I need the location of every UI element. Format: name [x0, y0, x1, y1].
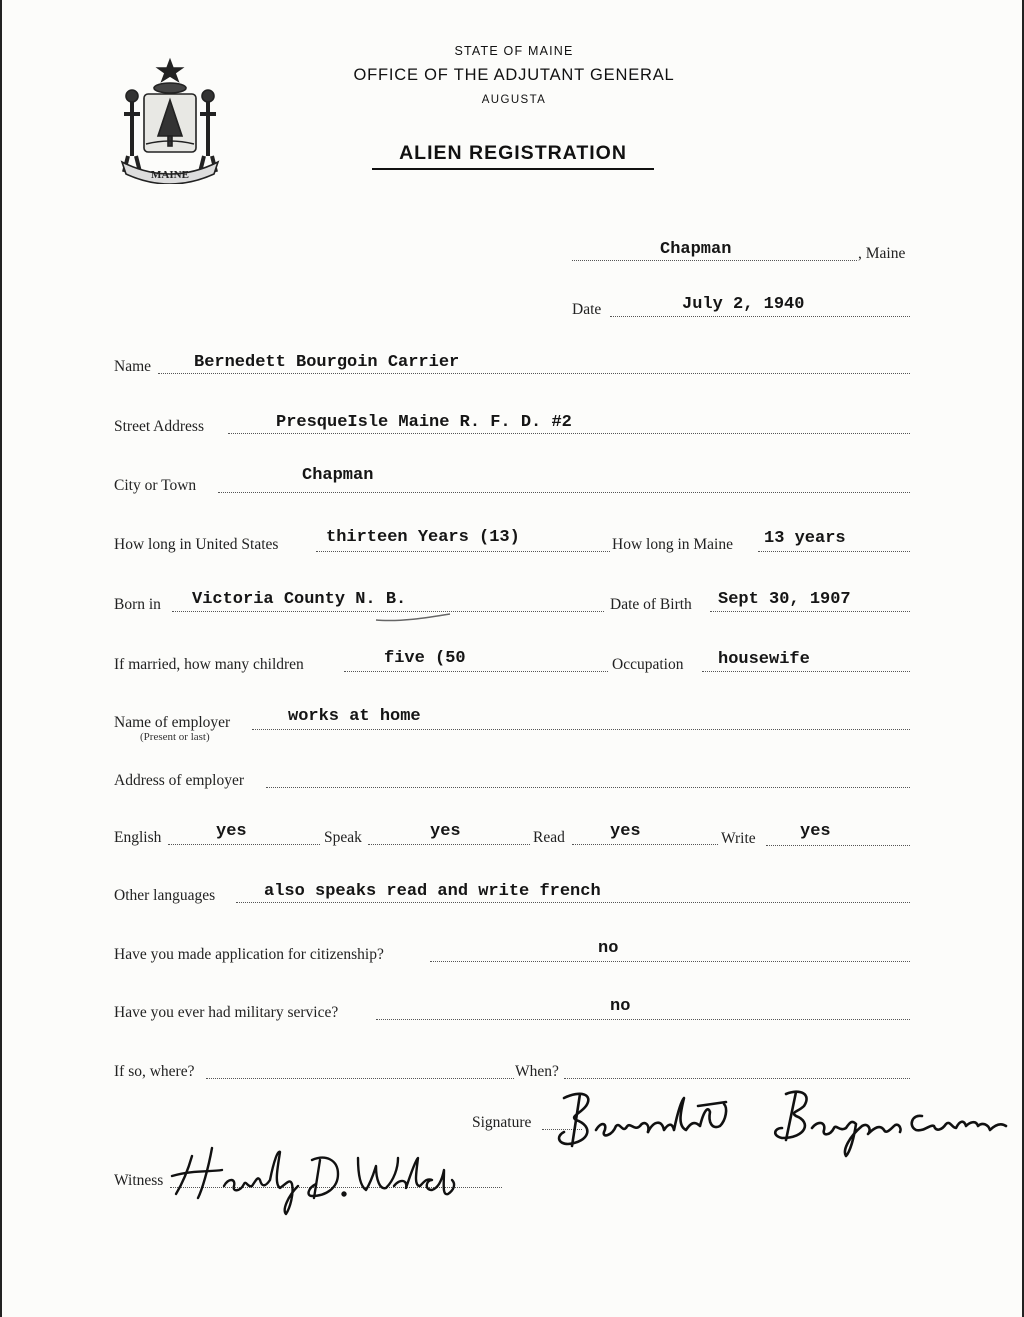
how-long-maine-value[interactable]: 13 years — [764, 529, 846, 548]
employer-name-value[interactable]: works at home — [288, 707, 421, 726]
where-dotted-line — [206, 1078, 514, 1079]
city-dotted-line — [218, 492, 910, 493]
how-long-us-value[interactable]: thirteen Years (13) — [326, 528, 520, 547]
where-label: If so, where? — [114, 1063, 195, 1080]
english-value[interactable]: yes — [216, 822, 247, 841]
born-in-value[interactable]: Victoria County N. B. — [192, 590, 407, 609]
citizenship-dotted-line — [430, 961, 910, 962]
place-dotted-line — [572, 260, 857, 261]
write-dotted-line — [766, 845, 910, 846]
how-long-maine-label: How long in Maine — [612, 536, 733, 553]
city-label: City or Town — [114, 477, 197, 494]
employer-name-dotted-line — [252, 729, 910, 730]
when-dotted-line — [564, 1078, 910, 1079]
street-address-dotted-line — [228, 433, 910, 434]
signature-label: Signature — [472, 1114, 532, 1131]
pencil-mark — [374, 612, 454, 626]
occupation-value[interactable]: housewife — [718, 650, 810, 669]
military-label: Have you ever had military service? — [114, 1004, 339, 1021]
citizenship-value[interactable]: no — [598, 939, 619, 958]
military-value[interactable]: no — [610, 997, 631, 1016]
citizenship-label: Have you made application for citizenship? — [114, 946, 384, 963]
employer-name-sublabel: (Present or last) — [140, 731, 210, 743]
english-label: English — [114, 829, 162, 846]
speak-label: Speak — [324, 829, 362, 846]
date-value[interactable]: July 2, 1940 — [682, 295, 805, 314]
english-dotted-line — [168, 844, 320, 845]
when-label: When? — [515, 1063, 559, 1080]
occupation-label: Occupation — [612, 656, 684, 673]
how-long-us-dotted-line — [316, 551, 610, 552]
military-dotted-line — [376, 1019, 910, 1020]
read-dotted-line — [572, 844, 718, 845]
witness-handwriting — [162, 1140, 462, 1220]
employer-address-dotted-line — [266, 787, 910, 788]
write-label: Write — [721, 830, 756, 847]
city-value[interactable]: Chapman — [302, 466, 374, 485]
seal-banner-text: MAINE — [151, 169, 189, 181]
born-in-label: Born in — [114, 596, 161, 613]
street-address-value[interactable]: PresqueIsle Maine R. F. D. #2 — [276, 413, 572, 432]
employer-address-label: Address of employer — [114, 772, 244, 789]
name-value[interactable]: Bernedett Bourgoin Carrier — [194, 353, 460, 372]
speak-value[interactable]: yes — [430, 822, 461, 841]
speak-dotted-line — [368, 844, 530, 845]
date-of-birth-dotted-line — [710, 611, 910, 612]
children-label: If married, how many children — [114, 656, 304, 673]
name-label: Name — [114, 358, 152, 375]
date-of-birth-label: Date of Birth — [610, 596, 692, 613]
occupation-dotted-line — [702, 671, 910, 672]
signature-handwriting — [550, 1080, 1020, 1160]
date-of-birth-value[interactable]: Sept 30, 1907 — [718, 590, 851, 609]
city-heading: AUGUSTA — [481, 94, 547, 106]
street-address-label: Street Address — [114, 418, 204, 435]
read-value[interactable]: yes — [610, 822, 641, 841]
children-value[interactable]: five (50 — [384, 649, 466, 668]
date-dotted-line — [610, 316, 910, 317]
write-value[interactable]: yes — [800, 822, 831, 841]
office-heading: OFFICE OF THE ADJUTANT GENERAL — [353, 66, 675, 84]
name-dotted-line — [158, 373, 910, 374]
employer-name-label: Name of employer — [114, 714, 231, 731]
state-heading: STATE OF MAINE — [454, 44, 574, 58]
other-languages-value[interactable]: also speaks read and write french — [264, 882, 601, 901]
how-long-maine-dotted-line — [758, 551, 910, 552]
read-label: Read — [533, 829, 565, 846]
witness-label: Witness — [114, 1172, 164, 1189]
form-title: ALIEN REGISTRATION — [372, 142, 654, 170]
place-value[interactable]: Chapman — [660, 240, 732, 259]
date-label: Date — [572, 301, 602, 318]
children-dotted-line — [344, 671, 608, 672]
place-suffix: , Maine — [858, 245, 906, 262]
other-languages-dotted-line — [236, 902, 910, 903]
other-languages-label: Other languages — [114, 887, 216, 904]
how-long-us-label: How long in United States — [114, 536, 279, 553]
